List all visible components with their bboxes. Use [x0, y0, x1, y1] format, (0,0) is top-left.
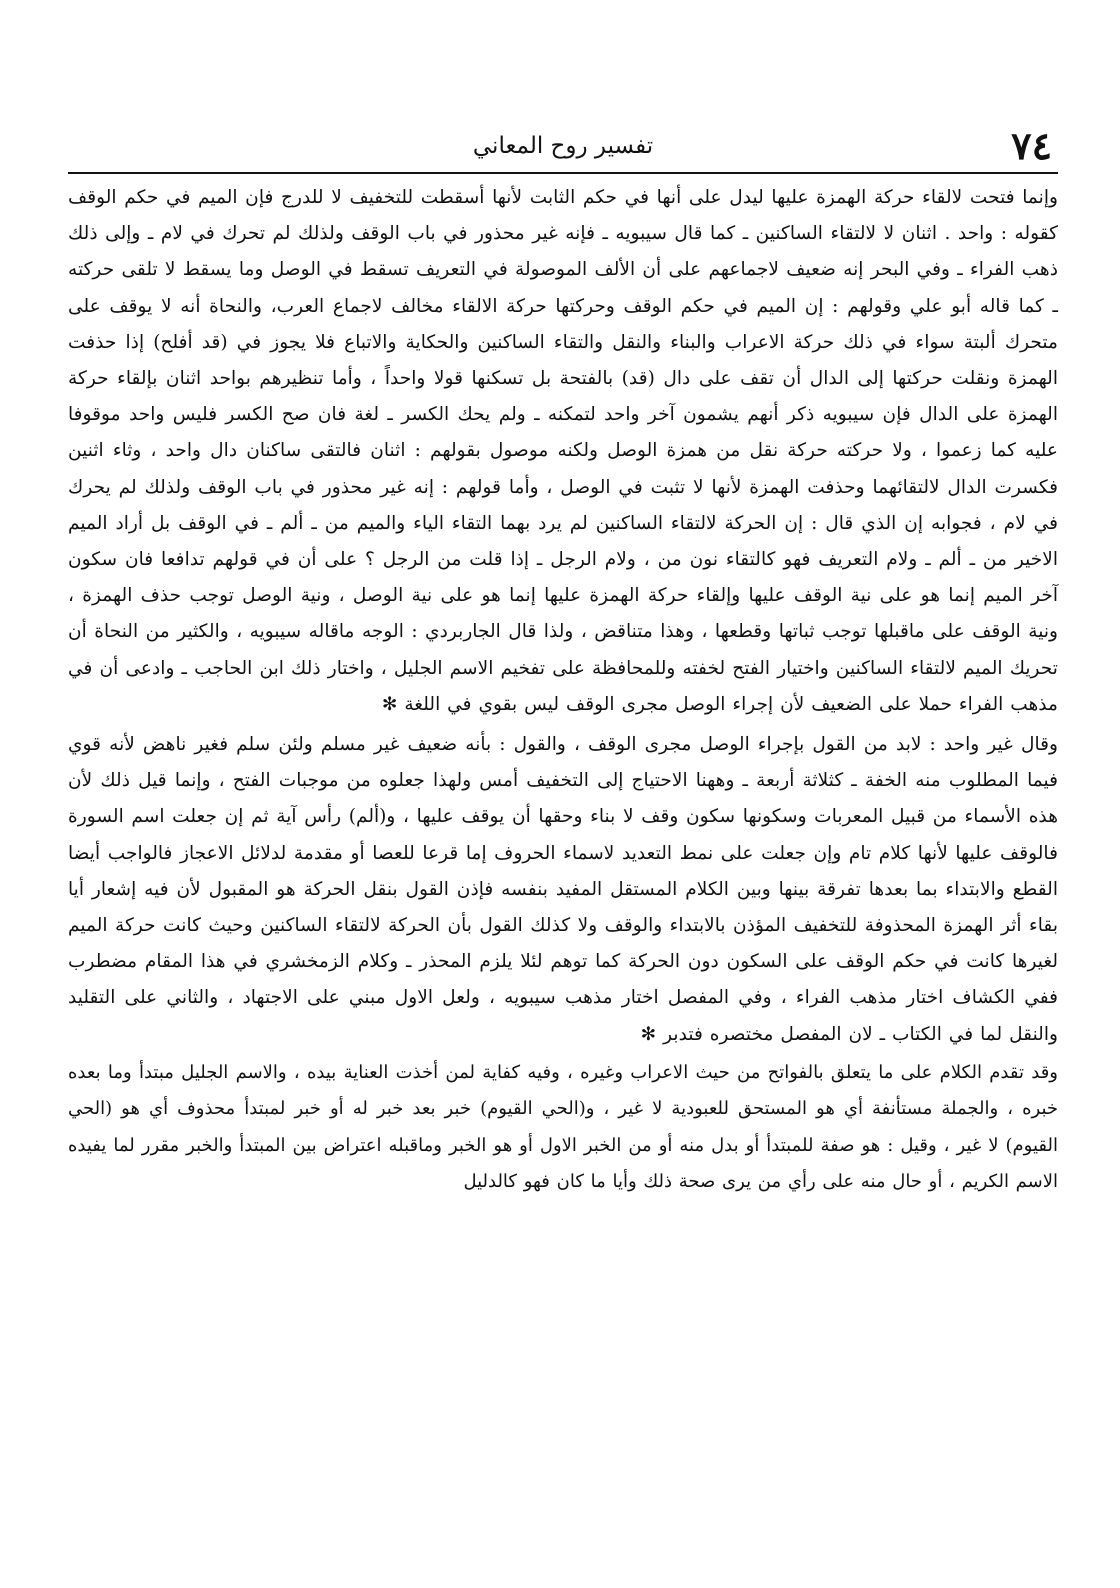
paragraph: وقال غير واحد : لابد من القول بإجراء الوصل مجرى الوقف ، والقول : بأنه ضعيف غير مسلم ولئن سلم فغير ناهض لأنه قوي فيما المطلوب منه الخفة ـ كثلاثة أربعة ـ وههنا الاحتياج إلى التخفيف أمس ولهذا جعلوه من موجبات الفتح ، وإنما قيل ذلك لأن هذه الأسماء من قبيل المعربات وسكونها سكون وقف لا بناء وحقها أن يوقف عليها ، و(ألم) رأس آية ثم إن جعلت اسم السورة فالوقف عليها لأنها كلام تام وإن جعلت على نمط التعديد لاسماء الحروف إما قرعا للعصا أو مقدمة لدلائل الاعجاز فالواجب أيضا القطع والابتداء بما بعدها تفرقة بينها وبين الكلام المستقل المفيد بنفسه فإذن القول بنقل الحركة هو المقبول لأن فيه إشعار أيا بقاء أثر الهمزة المحذوفة للتخفيف المؤذن بالابتداء والوقف ولا كذلك القول بأن الحركة لالتقاء الساكنين وحيث كانت حركة الميم لغيرها كانت في حكم الوقف على السكون دون الحركة كما توهم لئلا يلزم المحذر ـ وكلام الزمخشري في هذا المقام مضطرب ففي الكشاف اختار مذهب الفراء ، وفي المفصل اختار مذهب سيبويه ، ولعل الاول مبني على الاجتهاد ، والثاني على التقليد والنقل لما في الكتاب ـ لان المفصل مختصره فتدبر ✻	[68, 734, 1058, 1045]
paragraph: وقد تقدم الكلام على ما يتعلق بالفواتح من حيث الاعراب وغيره ، وفيه كفاية لمن أخذت العناية بيده ، والاسم الجليل مبتدأ وما بعده خبره ، والجملة مستأنفة أي هو المستحق للعبودية لا غير ، و(الحي القيوم) خبر بعد خبر له أو خبر لمبتدأ محذوف أي هو (الحي القيوم) لا غير ، وقيل : هو صفة للمبتدأ أو بدل منه أو من الخبر الاول أو هو الخبر وماقبله اعتراض بين المبتدأ والخبر مقرر لما يفيده الاسم الكريم ، أو حال منه على رأي من يرى صحة ذلك وأيا ما كان فهو كالدليل	[68, 1061, 1058, 1193]
page-header	[68, 122, 1058, 174]
running-title: تفسير روح المعاني	[472, 133, 654, 159]
paragraph: وإنما فتحت لالقاء حركة الهمزة عليها ليدل على أنها في حكم الثابت لأنها أسقطت للتخفيف لا للدرج فإن الميم في حكم الوقف كقوله : واحد . اثنان لا لالتقاء الساكنين ـ كما قال سيبويه ـ فإنه غير محذور في باب الوقف ولذلك لم تحرك في لام ـ وإلى ذلك ذهب الفراء ـ وفي البحر إنه ضعيف لاجماعهم على أن الألف الموصولة في التعريف تسقط في الوصل وما يسقط لا تلقى حركته ـ كما قاله أبو علي وقولهم : إن الميم في حكم الوقف وحركتها حركة الالقاء مخالف لاجماع العرب، والنحاة أنه لا يوقف على متحرك ألبتة سواء في ذلك حركة الاعراب والبناء والنقل والتقاء الساكنين والحكاية والاتباع فلا يجوز في (قد أفلح) إذا حذفت الهمزة ونقلت حركتها إلى الدال أن تقف على دال (قد) بالفتحة بل تسكنها قولا واحداً ، وأما تنظيرهم بواحد اثنان بإلقاء حركة الهمزة على الدال فإن سيبويه ذكر أنهم يشمون آخر واحد لتمكنه ـ ولم يحك الكسر ـ لغة فان صح الكسر فليس واحد موقوفا عليه كما زعموا ، ولا حركته حركة نقل من همزة الوصل ولكنه موصول بقولهم : اثنان فالتقى ساكنان دال واحد ، وثاء اثنين فكسرت الدال لالتقائهما وحذفت الهمزة لأنها لا تثبت في الوصل ، وأما قولهم : إنه غير محذور في باب الوقف ولذلك لم يحرك في لام ، فجوابه إن الذي قال : إن الحركة لالتقاء الساكنين لم يرد بهما التقاء الياء والميم من ـ ألم ـ في الوقف بل أراد الميم الاخير من ـ ألم ـ ولام التعريف فهو كالتقاء نون من ، ولام الرجل ـ إذا قلت من الرجل ؟ على أن في قولهم تدافعا فان سكون آخر الميم إنما هو على نية الوقف عليها وإلقاء حركة الهمزة عليها إنما هو على نية الوصل ، ونية الوصل توجب حذف الهمزة ، ونية الوقف على ماقبلها توجب ثباتها وقطعها ، وهذا متناقض ، ولذا قال الجاربردي : الوجه ماقاله سيبويه ، والكثير من النحاة أن تحريك الميم لالتقاء الساكنين واختيار الفتح لخفته وللمحافظة على تفخيم الاسم الجليل ، واختار ذلك ابن الحاجب ـ وادعى أن في مذهب الفراء حملا على الضعيف لأن إجراء الوصل مجرى الوقف ليس بقوي في اللغة ✻	[68, 187, 1058, 715]
text-body	[68, 180, 1058, 1201]
page-number: ٧٤	[1011, 123, 1052, 168]
